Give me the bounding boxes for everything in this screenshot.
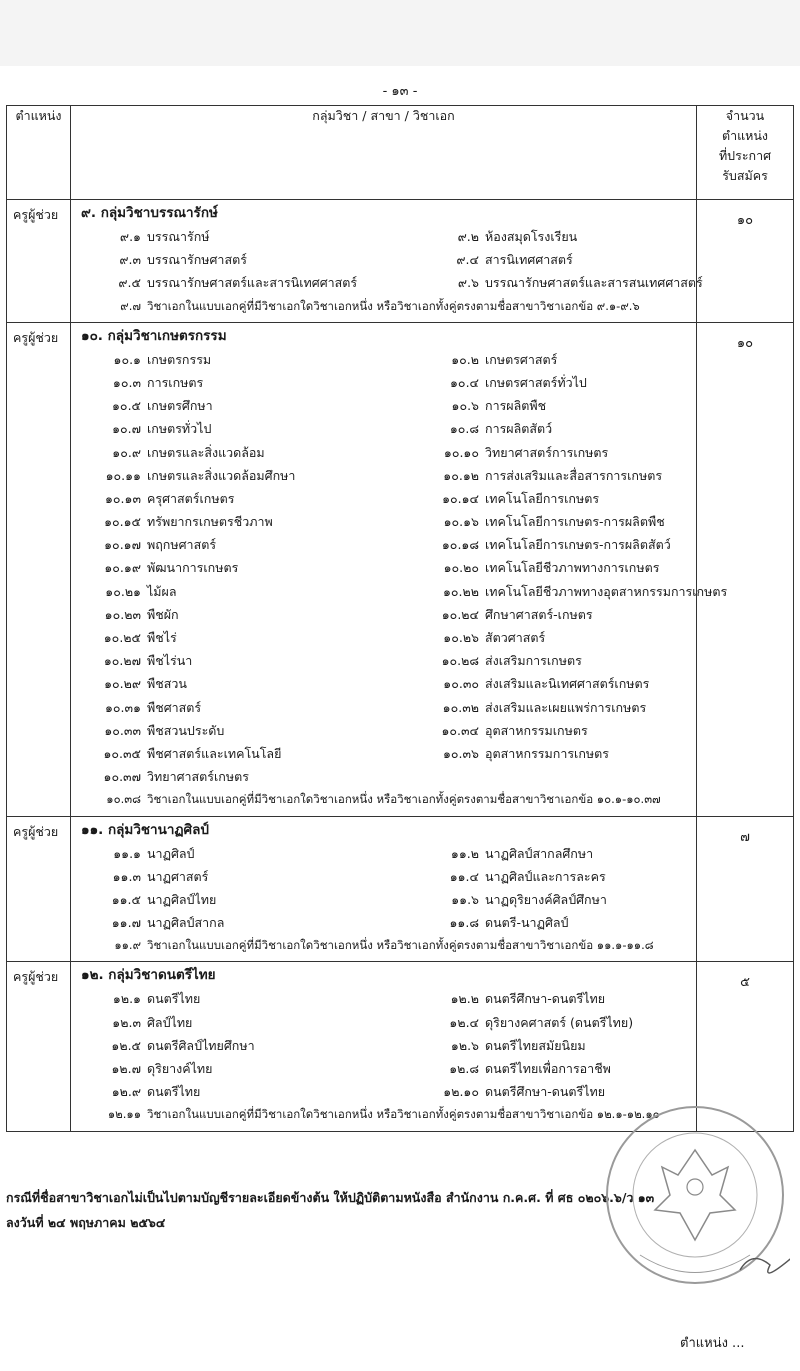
item-label: การส่งเสริมและสื่อสารการเกษตร [485, 467, 663, 483]
group-row [7, 322, 794, 816]
item-number: ๑๑.๒ [450, 845, 479, 861]
subject-item [77, 865, 407, 888]
footer-line-1: กรณีที่ชื่อสาขาวิชาเอกไม่เป็นไปตามบัญชีรายละเอียดข้างต้น ให้ปฏิบัติตามหนังสือ สำนักงาน ก.ค.ศ. ที่ ศธ ๐๒๐๖.๖/ว ๑๓ [6, 1190, 655, 1205]
item-number: ๙.๔ [456, 252, 479, 268]
item-number: ๑๐.๒ [451, 351, 479, 367]
item-number: ๑๑.๕ [111, 891, 141, 907]
item-number: ๑๑.๑ [113, 845, 141, 861]
item-label: นาฏศิลป์สากลศึกษา [485, 845, 594, 861]
item-number: ๑๐.๓๒ [442, 699, 479, 715]
item-number: ๑๐.๑๓ [104, 490, 141, 506]
footer-line-2: ลงวันที่ ๒๔ พฤษภาคม ๒๕๖๔ [6, 1215, 166, 1230]
item-label: ดนตรีศึกษา-ดนตรีไทย [485, 1084, 606, 1100]
item-label: อุตสาหกรรมการเกษตร [485, 745, 609, 761]
item-number: ๑๐.๖ [451, 398, 479, 414]
page-number: - ๑๓ - [382, 84, 418, 99]
item-number: ๑๐.๑๘ [441, 537, 479, 553]
item-number: ๑๐.๓๗ [103, 769, 141, 785]
item-number: ๑๒.๗ [111, 1061, 141, 1076]
item-number: ๑๐.๒๐ [443, 560, 479, 576]
item-label: วิทยาศาสตร์เกษตร [147, 769, 249, 785]
item-number: ๑๒.๔ [449, 1014, 479, 1030]
subject-item [415, 626, 545, 649]
item-label: นาฏศิลป์ [147, 845, 195, 861]
item-label: ไม้ผล [147, 583, 177, 599]
subject-item [77, 248, 407, 271]
subject-item [77, 1080, 407, 1103]
item-label: สารนิเทศศาสตร์ [485, 252, 573, 268]
position-cell: ครูผู้ช่วย [7, 962, 71, 1131]
subject-row [77, 911, 690, 934]
item-label: สัตวศาสตร์ [485, 630, 546, 645]
subject-item [77, 533, 407, 556]
header-count: จำนวน ตำแหน่ง ที่ประกาศ รับสมัคร [697, 106, 794, 200]
subject-item [77, 696, 407, 719]
item-label: เกษตรศาสตร์ทั่วไป [485, 374, 587, 390]
item-label: ทรัพยากรเกษตรชีวภาพ [147, 514, 273, 530]
subject-row [77, 464, 690, 487]
groups-body [7, 200, 794, 1132]
subject-item [77, 348, 407, 371]
item-label: ดนตรี-นาฏศิลป์ [485, 915, 569, 931]
subject-item [415, 672, 649, 695]
subject-row [77, 842, 690, 865]
item-label: วิชาเอกในแบบเอกคู่ที่มีวิชาเอกใดวิชาเอกหนึ่ง หรือวิชาเอกทั้งคู่ตรงตามชื่อสาขาวิชาเอกข้อ ๑๑.๑-๑๑.๘ [147, 938, 654, 953]
subject-item [77, 225, 407, 248]
official-seal-stamp [600, 1095, 790, 1295]
item-number: ๑๒.๒ [450, 991, 479, 1007]
item-label: เทคโนโลยีการเกษตร-การผลิตสัตว์ [485, 537, 671, 553]
item-label: ส่งเสริมการเกษตร [485, 653, 582, 669]
item-label: การผลิตสัตว์ [485, 421, 553, 437]
subject-item [77, 371, 407, 394]
header-subject: กลุ่มวิชา / สาขา / วิชาเอก [71, 106, 697, 200]
group-row [7, 200, 794, 323]
item-label: ดนตรีไทยสมัยนิยม [485, 1037, 586, 1053]
continued-marker: ตำแหน่ง ... [680, 1336, 745, 1351]
item-label: อุตสาหกรรมเกษตร [485, 722, 588, 738]
item-label: เกษตรและสิ่งแวดล้อม [147, 444, 265, 460]
item-number: ๑๑.๓ [112, 868, 141, 884]
item-label: พืชไร่นา [147, 653, 193, 669]
subject-item [415, 556, 659, 579]
position-cell: ครูผู้ช่วย [7, 322, 71, 816]
subject-item [77, 649, 407, 672]
item-number: ๑๐.๒๑ [105, 583, 141, 599]
subject-item [415, 487, 599, 510]
item-number: ๑๒.๕ [111, 1037, 141, 1053]
subject-item [77, 626, 407, 649]
item-number: ๙.๒ [457, 229, 479, 244]
item-number: ๑๑.๗ [111, 915, 141, 931]
item-label: บรรณารักษศาสตร์และสารสนเทศศาสตร์ [485, 275, 703, 291]
subject-item [77, 765, 407, 788]
subject-row [77, 580, 728, 603]
item-label: นาฏศิลป์สากล [147, 915, 225, 931]
subject-row [77, 719, 690, 742]
item-label: เกษตรศาสตร์ [485, 351, 558, 367]
item-number: ๙.๕ [118, 275, 141, 291]
subject-row [77, 1080, 690, 1103]
subject-item [415, 888, 607, 911]
subject-row [77, 371, 690, 394]
item-number: ๑๐.๑๒ [443, 467, 479, 483]
item-label: นาฏศาสตร์ [147, 868, 209, 884]
item-label: นาฏศิลป์ไทย [147, 891, 217, 907]
item-label: เกษตรและสิ่งแวดล้อมศึกษา [147, 467, 296, 483]
subject-item [77, 580, 407, 603]
subject-row [77, 765, 690, 788]
count-cell: ๗ [697, 816, 794, 962]
group-row [7, 816, 794, 962]
subject-item [77, 464, 407, 487]
item-number: ๑๐.๓๐ [443, 676, 479, 692]
item-label: พืชสวนประดับ [147, 722, 225, 738]
item-label: วิชาเอกในแบบเอกคู่ที่มีวิชาเอกใดวิชาเอกหนึ่ง หรือวิชาเอกทั้งคู่ตรงตามชื่อสาขาวิชาเอกข้อ ๑๐.๑-๑๐.๓๗ [147, 792, 661, 807]
item-label: เทคโนโลยีชีวภาพทางการเกษตร [485, 560, 660, 576]
subject-item [77, 394, 407, 417]
item-number: ๑๐.๓๔ [441, 722, 479, 738]
header-position: ตำแหน่ง [7, 106, 71, 200]
subject-row [77, 888, 690, 911]
item-number: ๑๒.๑ [112, 991, 141, 1007]
subject-item [77, 441, 407, 464]
item-number: ๑๑.๙ [114, 938, 141, 953]
subject-row [77, 626, 690, 649]
item-label: บรรณารักษ์ [147, 229, 210, 244]
item-number: ๑๐.๒๗ [103, 653, 141, 669]
item-number: ๙.๓ [119, 252, 141, 268]
item-number: ๑๐.๓๖ [442, 745, 479, 761]
item-label: บรรณารักษศาสตร์ [147, 252, 247, 268]
item-number: ๑๐.๗ [112, 421, 141, 437]
subject-row [77, 533, 690, 556]
subject-row [77, 672, 690, 695]
subject-cell [71, 200, 703, 323]
item-label: พืชไร่ [147, 630, 177, 645]
subject-item [415, 1011, 633, 1034]
subject-item [415, 842, 593, 865]
subject-item [415, 394, 546, 417]
double-major-row [77, 788, 690, 811]
subject-item [415, 865, 606, 888]
subject-row [77, 271, 703, 294]
item-number: ๑๐.๒๖ [443, 630, 479, 645]
subject-item [77, 719, 407, 742]
item-number: ๑๐.๑๑ [105, 467, 141, 483]
item-number: ๑๒.๓ [112, 1014, 141, 1030]
subject-item [415, 271, 703, 294]
item-number: ๑๐.๑ [113, 351, 141, 367]
subject-item [77, 672, 407, 695]
subject-cell [71, 322, 728, 816]
subject-item [77, 742, 407, 765]
item-number: ๑๐.๓๓ [104, 722, 141, 738]
double-major-row [77, 1103, 690, 1126]
item-number: ๑๐.๓๕ [103, 745, 141, 761]
item-number: ๑๐.๘ [449, 421, 479, 437]
subject-row [77, 394, 690, 417]
item-number: ๑๒.๘ [449, 1061, 479, 1076]
item-number: ๑๑.๖ [451, 891, 479, 907]
subject-item [77, 510, 407, 533]
subject-row [77, 865, 690, 888]
item-label: วิชาเอกในแบบเอกคู่ที่มีวิชาเอกใดวิชาเอกหนึ่ง หรือวิชาเอกทั้งคู่ตรงตามชื่อสาขาวิชาเอกข้อ ๙.๑-๙.๖ [147, 298, 640, 313]
item-label: เกษตรกรรม [147, 351, 212, 367]
item-number: ๑๐.๒๓ [104, 606, 141, 622]
item-label: ดนตรีไทยเพื่อการอาชีพ [485, 1061, 611, 1076]
item-number: ๙.๑ [119, 229, 141, 244]
subject-row [77, 510, 690, 533]
item-label: พืชศาสตร์ [147, 699, 202, 715]
item-label: เทคโนโลยีการเกษตร [485, 490, 600, 506]
subject-item [77, 1034, 407, 1057]
subject-row [77, 649, 690, 672]
item-number: ๑๐.๓ [112, 374, 141, 390]
subject-item [77, 888, 407, 911]
subject-row [77, 348, 690, 371]
item-label: เทคโนโลยีการเกษตร-การผลิตพืช [485, 514, 665, 530]
subject-item [415, 719, 588, 742]
count-cell: ๑๐ [697, 322, 794, 816]
item-label: นาฏดุริยางค์ศิลป์ศึกษา [485, 891, 607, 907]
subject-item [415, 225, 577, 248]
item-label: ดุริยางค์ไทย [147, 1061, 213, 1076]
subject-item [77, 556, 407, 579]
item-label: วิชาเอกในแบบเอกคู่ที่มีวิชาเอกใดวิชาเอกหนึ่ง หรือวิชาเอกทั้งคู่ตรงตามชื่อสาขาวิชาเอกข้อ ๑๒.๑-๑๒.๑๐ [147, 1107, 660, 1122]
item-number: ๑๐.๑๗ [104, 537, 141, 553]
subject-item [415, 417, 552, 440]
item-label: บรรณารักษศาสตร์และสารนิเทศศาสตร์ [147, 275, 358, 291]
item-label: ครุศาสตร์เกษตร [147, 490, 235, 506]
subject-row [77, 556, 690, 579]
item-number: ๑๐.๒๕ [103, 630, 141, 645]
item-number: ๑๐.๑๙ [104, 560, 141, 576]
subject-item [415, 742, 609, 765]
subject-item [415, 371, 587, 394]
table-header-row [7, 106, 794, 200]
item-label: ห้องสมุดโรงเรียน [485, 229, 578, 244]
subject-row [77, 603, 690, 626]
position-cell: ครูผู้ช่วย [7, 816, 71, 962]
count-cell: ๕ [697, 962, 794, 1131]
subject-item [415, 441, 608, 464]
subject-item [415, 603, 593, 626]
double-major-row [77, 295, 690, 318]
item-label: ดนตรีศึกษา-ดนตรีไทย [485, 991, 606, 1007]
subject-item [415, 987, 605, 1010]
subject-item [77, 987, 407, 1010]
item-label: การเกษตร [147, 374, 204, 390]
subject-item [77, 417, 407, 440]
item-label: พฤกษศาสตร์ [147, 537, 217, 553]
subject-item [77, 603, 407, 626]
subject-item [415, 649, 582, 672]
subject-row [77, 696, 690, 719]
item-number: ๑๐.๒๔ [441, 606, 479, 622]
item-label: ดนตรีไทย [147, 1084, 201, 1100]
item-number: ๑๐.๒๒ [442, 583, 479, 599]
subject-row [77, 1034, 690, 1057]
subject-row [77, 1011, 690, 1034]
top-margin-band [0, 0, 800, 66]
subject-item [415, 696, 646, 719]
count-cell: ๑๐ [697, 200, 794, 323]
item-number: ๑๐.๔ [450, 374, 479, 390]
positions-table [6, 105, 794, 1132]
item-number: ๑๐.๕ [112, 398, 141, 414]
item-label: ดุริยางคศาสตร์ (ดนตรีไทย) [485, 1014, 634, 1030]
subject-row [77, 441, 690, 464]
subject-item [415, 248, 573, 271]
item-label: ดนตรีศิลป์ไทยศึกษา [147, 1037, 255, 1053]
item-number: ๑๐.๙ [112, 444, 141, 460]
item-label: ศึกษาศาสตร์-เกษตร [485, 606, 593, 622]
item-number: ๑๑.๘ [449, 915, 479, 931]
subject-cell [71, 816, 697, 962]
item-label: พืชผัก [147, 606, 179, 622]
subject-item [77, 1057, 407, 1080]
item-number: ๑๒.๖ [450, 1037, 479, 1053]
item-label: ส่งเสริมและเผยแพร่การเกษตร [485, 699, 647, 715]
item-label: เกษตรทั่วไป [147, 421, 212, 437]
position-cell: ครูผู้ช่วย [7, 200, 71, 323]
item-label: เกษตรศึกษา [147, 398, 213, 414]
item-label: วิทยาศาสตร์การเกษตร [485, 444, 609, 460]
item-label: พืชสวน [147, 676, 187, 692]
item-number: ๑๐.๑๕ [104, 514, 141, 530]
item-number: ๙.๖ [457, 275, 479, 291]
subject-item [77, 911, 407, 934]
subject-row [77, 1057, 690, 1080]
item-label: พืชศาสตร์และเทคโนโลยี [147, 745, 282, 761]
item-number: ๑๒.๑๑ [107, 1107, 141, 1122]
item-number: ๑๐.๒๘ [441, 653, 479, 669]
item-label: การผลิตพืช [485, 398, 547, 414]
item-number: ๑๐.๓๘ [106, 792, 141, 807]
double-major-row [77, 934, 690, 957]
subject-row [77, 742, 690, 765]
subject-item [77, 487, 407, 510]
item-number: ๑๐.๑๔ [442, 490, 479, 506]
subject-row [77, 417, 690, 440]
group-title: ๙. กลุ่มวิชาบรรณารักษ์ [81, 205, 218, 221]
group-title: ๑๐. กลุ่มวิชาเกษตรกรรม [81, 327, 227, 344]
item-label: ดนตรีไทย [147, 991, 201, 1007]
item-label: ศิลป์ไทย [147, 1014, 193, 1030]
subject-item [77, 1011, 407, 1034]
item-label: นาฏศิลป์และการละคร [485, 868, 606, 884]
subject-item [415, 348, 557, 371]
item-label: พัฒนาการเกษตร [147, 560, 239, 576]
group-title: ๑๒. กลุ่มวิชาดนตรีไทย [81, 967, 216, 984]
subject-item [415, 510, 665, 533]
item-number: ๑๐.๑๖ [443, 514, 479, 530]
subject-row [77, 987, 690, 1010]
group-title: ๑๑. กลุ่มวิชานาฏศิลป์ [81, 821, 209, 838]
subject-row [77, 248, 690, 271]
subject-item [415, 464, 662, 487]
item-number: ๑๐.๓๑ [104, 699, 141, 715]
subject-row [77, 487, 690, 510]
subject-item [415, 1034, 586, 1057]
subject-item [415, 1080, 605, 1103]
item-label: เทคโนโลยีชีวภาพทางอุตสาหกรรมการเกษตร [485, 583, 728, 599]
subject-item [77, 271, 407, 294]
subject-item [415, 580, 727, 603]
subject-item [415, 911, 569, 934]
subject-item [415, 1057, 611, 1080]
subject-item [415, 533, 671, 556]
item-number: ๑๐.๑๐ [443, 444, 479, 460]
item-number: ๑๑.๔ [449, 868, 479, 884]
subject-row [77, 225, 690, 248]
item-number: ๑๐.๒๙ [104, 676, 141, 692]
subject-item [77, 842, 407, 865]
item-number: ๙.๗ [120, 298, 141, 313]
item-number: ๑๒.๑๐ [443, 1084, 479, 1100]
item-label: ส่งเสริมและนิเทศศาสตร์เกษตร [485, 676, 650, 692]
item-number: ๑๒.๙ [111, 1084, 141, 1100]
